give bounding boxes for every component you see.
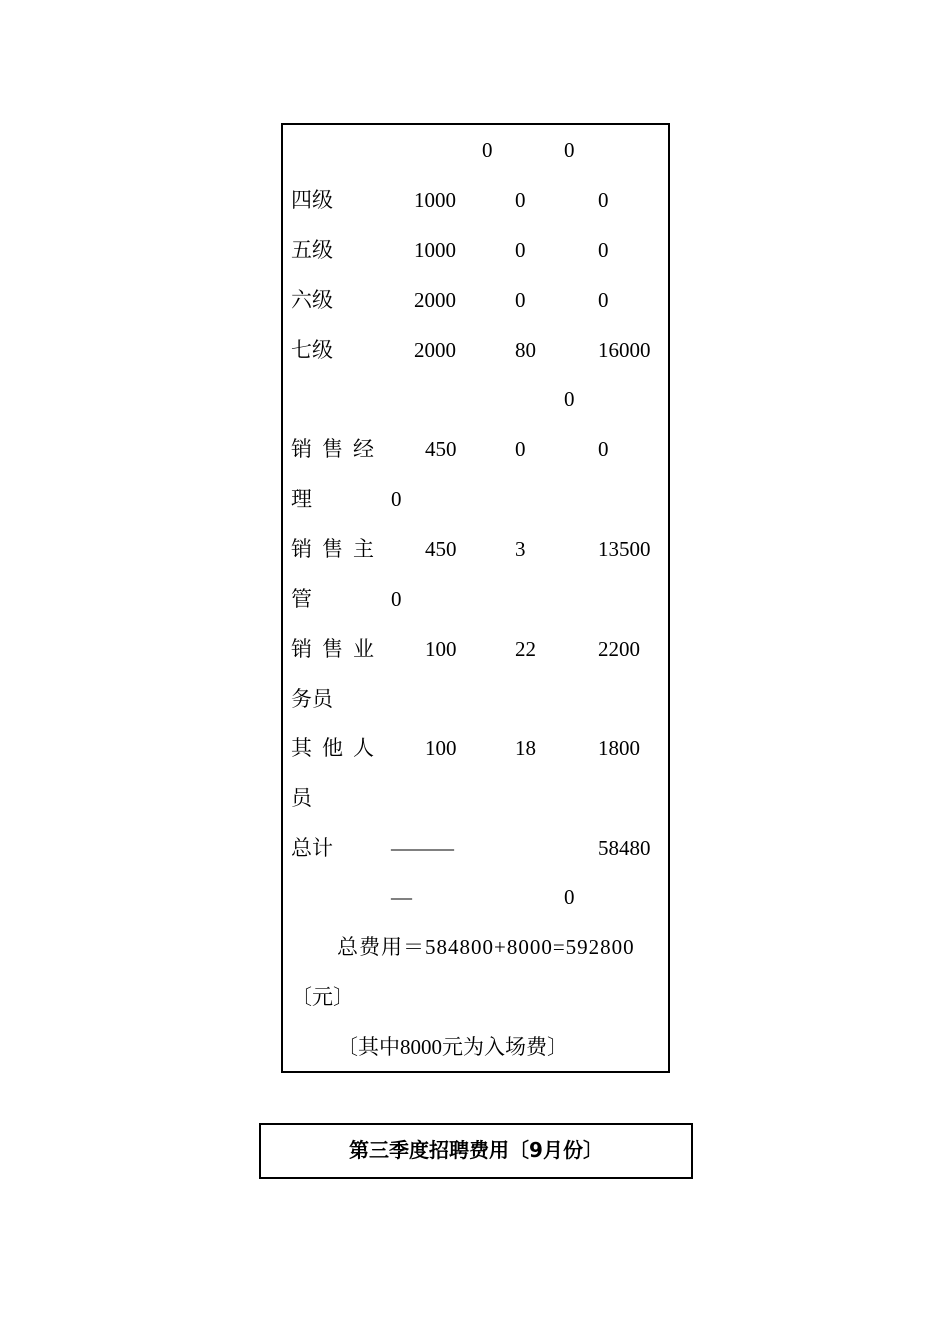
grand-total-value-cont: 0 bbox=[564, 885, 575, 909]
entry-fee-note: 〔其中8000元为入场费〕 bbox=[337, 1035, 568, 1059]
row-name: 五级 bbox=[291, 238, 333, 262]
row-price-cont: 0 bbox=[391, 487, 402, 511]
row-total: 1800 bbox=[598, 736, 640, 760]
row-price: 450 bbox=[425, 437, 457, 461]
cell: 0 bbox=[482, 138, 493, 162]
row-price: 100 bbox=[425, 637, 457, 661]
row-price: 100 bbox=[425, 736, 457, 760]
row-qty: 0 bbox=[515, 238, 526, 262]
row-price-cont: 0 bbox=[391, 587, 402, 611]
row-qty: 18 bbox=[515, 736, 536, 760]
row-total: 13500 bbox=[598, 537, 651, 561]
row-name: 销售经 bbox=[291, 437, 384, 461]
cell: 0 bbox=[564, 138, 575, 162]
row-name: 销售业 bbox=[291, 637, 384, 661]
row-qty: 80 bbox=[515, 338, 536, 362]
row-total: 0 bbox=[598, 437, 609, 461]
row-price: 1000 bbox=[414, 238, 456, 262]
row-name: 其他人 bbox=[291, 736, 384, 760]
row-qty: 3 bbox=[515, 537, 526, 561]
grand-total-label: 总计 bbox=[291, 836, 333, 860]
row-total: 0 bbox=[598, 288, 609, 312]
total-cost-note: 总费用＝584800+8000=592800 bbox=[337, 935, 635, 959]
grand-total-value: 58480 bbox=[598, 836, 651, 860]
row-total-cont: 0 bbox=[564, 387, 575, 411]
row-total: 0 bbox=[598, 238, 609, 262]
row-price: 2000 bbox=[414, 338, 456, 362]
row-qty: 0 bbox=[515, 288, 526, 312]
row-price: 2000 bbox=[414, 288, 456, 312]
grand-total-dash-cont: — bbox=[391, 885, 412, 909]
row-name-cont: 员 bbox=[291, 786, 312, 810]
row-total: 16000 bbox=[598, 338, 651, 362]
row-name-cont: 务员 bbox=[291, 687, 333, 711]
row-name-cont: 管 bbox=[291, 587, 312, 611]
row-total: 0 bbox=[598, 188, 609, 212]
row-name: 六级 bbox=[291, 288, 333, 312]
row-qty: 0 bbox=[515, 188, 526, 212]
row-qty: 22 bbox=[515, 637, 536, 661]
row-name: 四级 bbox=[291, 188, 333, 212]
row-total: 2200 bbox=[598, 637, 640, 661]
grand-total-dash: ——— bbox=[391, 836, 454, 860]
row-price: 1000 bbox=[414, 188, 456, 212]
row-name: 销售主 bbox=[291, 537, 384, 561]
row-name: 七级 bbox=[291, 338, 333, 362]
section-title: 第三季度招聘费用〔9月份〕 bbox=[349, 1138, 603, 1162]
row-name-cont: 理 bbox=[291, 487, 312, 511]
row-qty: 0 bbox=[515, 437, 526, 461]
row-price: 450 bbox=[425, 537, 457, 561]
unit-note: 〔元〕 bbox=[291, 985, 354, 1009]
cost-table-box bbox=[281, 123, 670, 1073]
